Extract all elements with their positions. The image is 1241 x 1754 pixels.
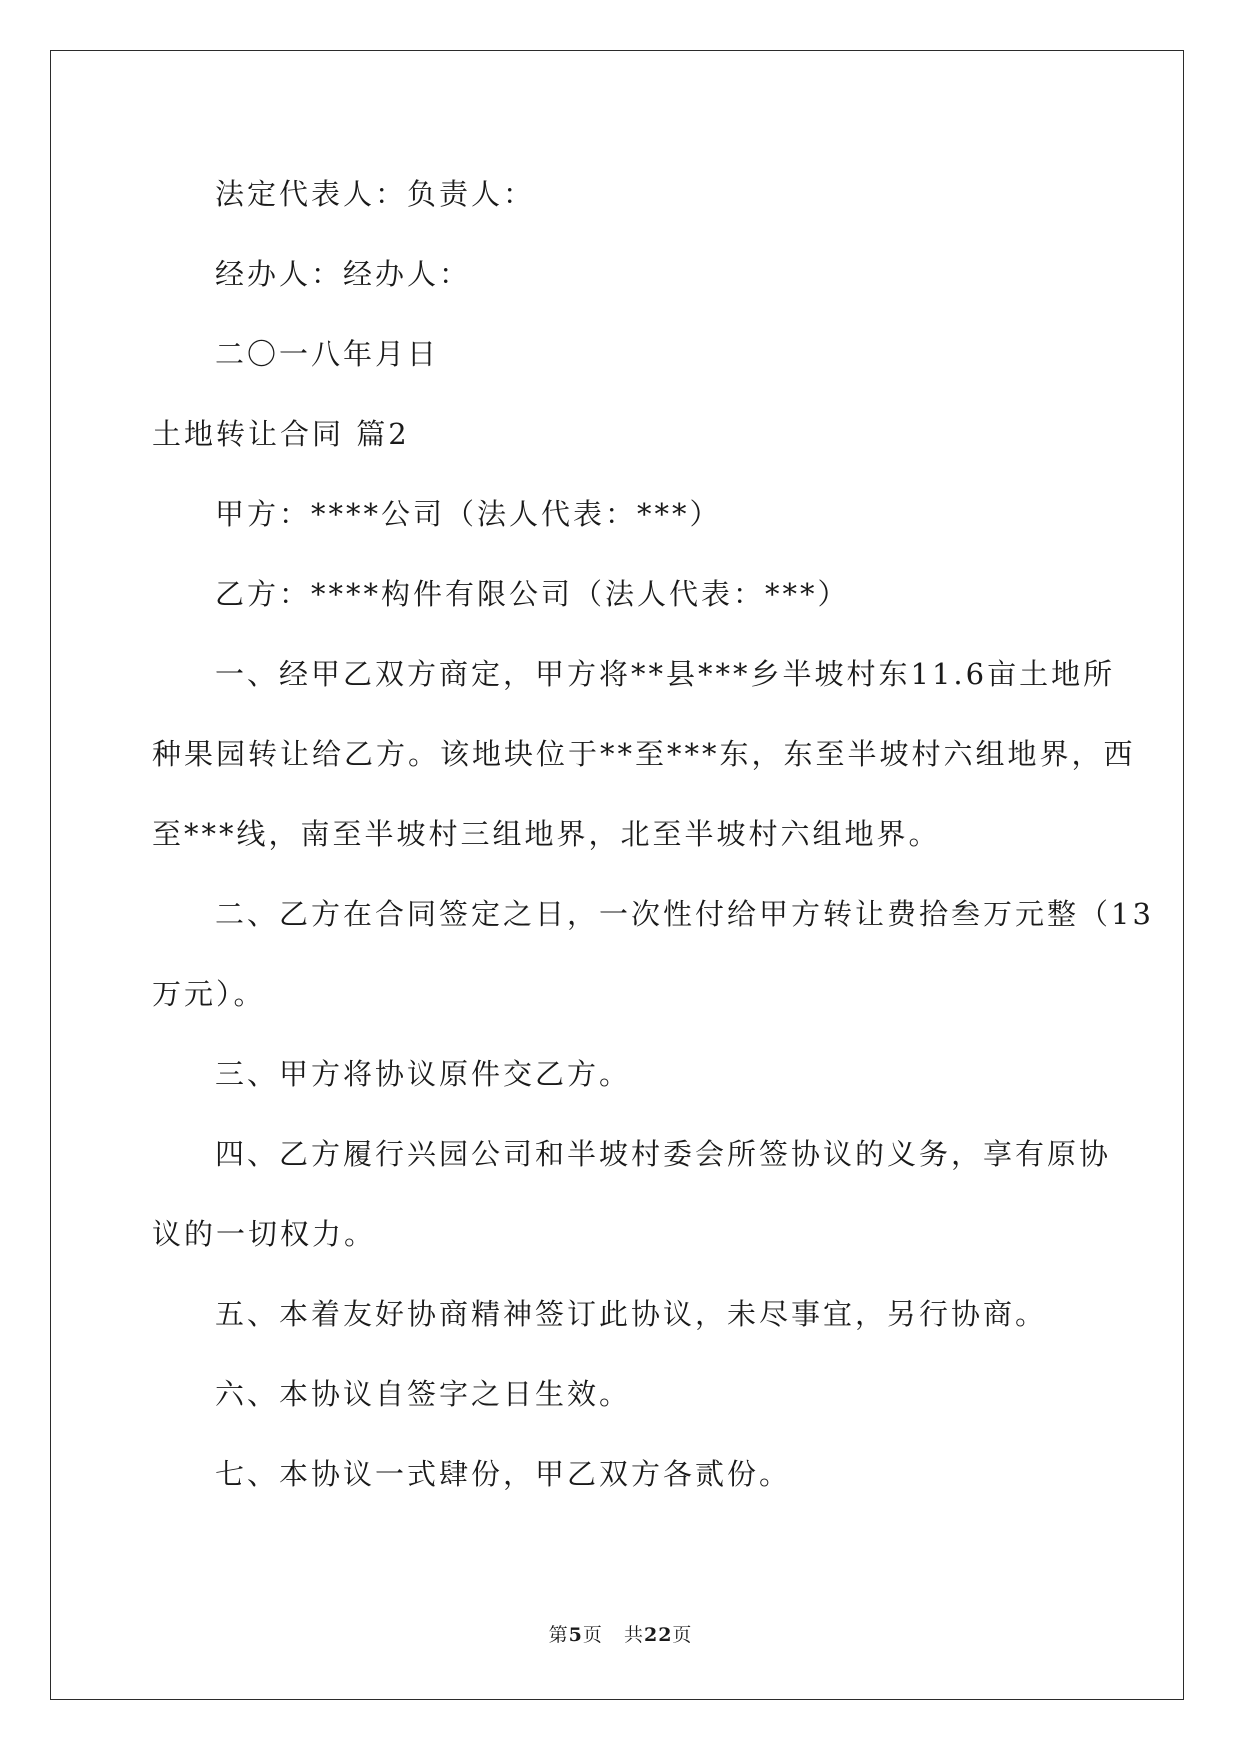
- clause-2-line-2: 万元）。: [152, 977, 266, 1011]
- clause-4-line-1: 四、乙方履行兴园公司和半坡村委会所签协议的义务，享有原协: [215, 1137, 1112, 1171]
- handler-line: 经办人：经办人：: [215, 257, 472, 291]
- clause-6: 六、本协议自签字之日生效。: [215, 1377, 632, 1411]
- section-heading: 土地转让合同 篇2: [152, 417, 410, 451]
- clause-2-line-1: 二、乙方在合同签定之日，一次性付给甲方转让费拾叁万元整（13: [215, 897, 1154, 931]
- footer-page-suffix: 页: [582, 1624, 603, 1646]
- footer-total-pages: 22: [643, 1624, 673, 1646]
- clause-1-line-1: 一、经甲乙双方商定，甲方将**县***乡半坡村东11.6亩土地所: [215, 657, 1116, 691]
- footer-page-number: 5: [568, 1624, 583, 1646]
- party-b-line: 乙方：****构件有限公司（法人代表：***）: [215, 577, 850, 611]
- page-footer: [0, 1620, 1241, 1647]
- legal-representative-line: 法定代表人：负责人：: [215, 177, 536, 211]
- footer-total-prefix: 共: [623, 1624, 644, 1646]
- clause-5: 五、本着友好协商精神签订此协议，未尽事宜，另行协商。: [215, 1297, 1048, 1331]
- date-line: 二〇一八年月日: [215, 337, 440, 371]
- clause-7: 七、本协议一式肆份，甲乙双方各贰份。: [215, 1457, 792, 1491]
- footer-prefix: 第: [548, 1624, 569, 1646]
- clause-4-line-2: 议的一切权力。: [152, 1217, 377, 1251]
- footer-total-suffix: 页: [672, 1624, 693, 1646]
- clause-1-line-2: 种果园转让给乙方。该地块位于**至***东，东至半坡村六组地界，西: [152, 737, 1136, 771]
- clause-1-line-3: 至***线，南至半坡村三组地界，北至半坡村六组地界。: [152, 817, 941, 851]
- party-a-line: 甲方：****公司（法人代表：***）: [215, 497, 722, 531]
- clause-3: 三、甲方将协议原件交乙方。: [215, 1057, 632, 1091]
